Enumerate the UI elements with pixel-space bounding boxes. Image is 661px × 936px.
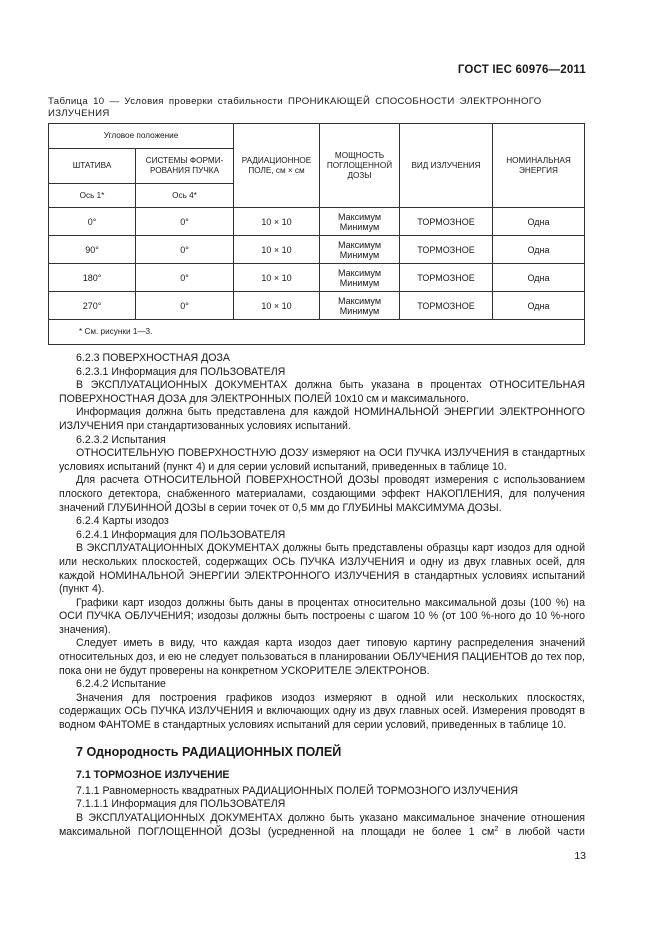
system-cell: 0° [136,208,234,236]
clause-6-2-3-2: 6.2.3.2 Испытания [76,433,166,446]
energy-cell: Одна [493,236,585,264]
clause-6-2-3-1: 6.2.3.1 Информация для ПОЛЬЗОВАТЕЛЯ [76,365,286,378]
section-7-1-heading: 7.1 ТОРМОЗНОЕ ИЗЛУЧЕНИЕ [76,769,230,782]
superscript: 2 [494,825,499,833]
table-row [49,236,585,264]
col-dose-header: МОЩНОСТЬ ПОГЛОЩЕННОЙ ДОЗЫ [320,124,400,208]
clause-6-2-4-1: 6.2.4.1 Информация для ПОЛЬЗОВАТЕЛЯ [76,528,286,541]
paragraph: ОТНОСИТЕЛЬНУЮ ПОВЕРХНОСТНУЮ ДОЗУ измеряют на ОСИ ПУЧКА ИЗЛУЧЕНИЯ в стандартных условиях испытаний (пункт 4) и для серии условий испытаний, приведенных в таблице 10. [59,447,585,473]
dose-min: Минимум [339,221,380,232]
section-7-heading: 7 Однородность РАДИАЦИОННЫХ ПОЛЕЙ [76,744,342,759]
energy-cell: Одна [493,292,585,320]
clause-6-2-4-2: 6.2.4.2 Испытание [76,678,166,691]
group-header: Угловое положение [49,124,234,149]
stand-cell: 0° [49,208,136,236]
paragraph [59,812,585,839]
stand-cell: 90° [49,236,136,264]
dose-min: Минимум [339,249,380,260]
dose-min: Минимум [339,277,380,288]
system-cell: 0° [136,236,234,264]
field-cell: 10 × 10 [234,292,320,320]
clause-6-2-4: 6.2.4 Карты изодоз [76,515,169,528]
kind-cell: ТОРМОЗНОЕ [400,292,493,320]
dose-max: Максимум [337,295,382,306]
dose-max: Максимум [337,211,382,222]
page-number: 13 [574,850,586,862]
col-field-header: РАДИАЦИОННОЕ ПОЛЕ, см × см [234,124,320,208]
dose-max: Максимум [337,239,382,250]
table-footnote: * См. рисунки 1—3. [49,320,585,345]
field-cell: 10 × 10 [234,264,320,292]
axis1-label: Ось 1* [49,184,136,208]
paragraph: Графики карт изодоз должны быть даны в процентах относительно максимальной дозы (100 %) на ОСИ ПУЧКА ОБЛУЧЕНИЯ; изодозы должны быть построены с шагом 10 % (от 100 %-ного до 10 %-ного значения). [59,596,585,636]
clause-6-2-3: 6.2.3 ПОВЕРХНОСТНАЯ ДОЗА [76,352,230,364]
paragraph: Значения для построения графиков изодоз измеряют в одной или нескольких плоскостях, содержащих ОСЬ ПУЧКА ИЗЛУЧЕНИЯ и включающих одну из двух главных осей. Измерения проводят в водном ФАНТОМЕ в стандартных условиях испытаний для серии условий, приведенных в таблице 10. [59,691,585,732]
field-cell: 10 × 10 [234,236,320,264]
col-kind-header: ВИД ИЗЛУЧЕНИЯ [400,124,493,208]
body-text [59,352,585,839]
system-cell: 0° [136,264,234,292]
paragraph: Для расчета ОТНОСИТЕЛЬНОЙ ПОВЕРХНОСТНОЙ ДОЗЫ проводят измерения с использованием плоского детектора, снабженного материалами, создающими эффект НАКОПЛЕНИЯ, для получения значений ГЛУБИННОЙ ДОЗЫ в серии точек от 0,5 мм до ГЛУБИНЫ МАКСИМУМА ДОЗЫ. [59,474,585,514]
table-caption: Таблица 10 — Условия проверки стабильности ПРОНИКАЮЩЕЙ СПОСОБНОСТИ ЭЛЕКТРОННОГО ИЗЛУЧЕНИЯ [48,96,542,119]
kind-cell: ТОРМОЗНОЕ [400,236,493,264]
table-row [49,264,585,292]
axis4-label: Ось 4* [136,184,234,208]
paragraph: Информация должна быть представлена для каждой НОМИНАЛЬНОЙ ЭНЕРГИИ ЭЛЕКТРОННОГО ИЗЛУЧЕНИЯ при стандартизованных условиях испытаний. [59,406,585,432]
col-stand-header: ШТАТИВА [49,149,136,184]
table-row [49,208,585,236]
dose-cell [320,208,400,236]
stand-cell: 180° [49,264,136,292]
stand-cell: 270° [49,292,136,320]
table-row [49,292,585,320]
col-energy-header: НОМИНАЛЬНАЯ ЭНЕРГИЯ [493,124,585,208]
clause-7-1-1-1: 7.1.1.1 Информация для ПОЛЬЗОВАТЕЛЯ [76,798,286,811]
dose-min: Минимум [339,305,380,316]
energy-cell: Одна [493,208,585,236]
system-cell: 0° [136,292,234,320]
dose-max: Максимум [337,267,382,278]
paragraph: Следует иметь в виду, что каждая карта изодоз дает типовую картину распределения значений относительных доз, и ею не следует пользоваться в планировании ОБЛУЧЕНИЯ ПАЦИЕНТОВ до тех пор, пока они не будут проверены на конкретном УСКОРИТЕЛЕ ЭЛЕКТРОНОВ. [59,637,585,677]
col-system-header: СИСТЕМЫ ФОРМИ- РОВАНИЯ ПУЧКА [136,149,234,184]
paragraph-text: В ЭКСПЛУАТАЦИОННЫХ ДОКУМЕНТАХ должно быть указано максимальное значение отношения максимальной ПОГЛОЩЕННОЙ ДОЗЫ (усредненной на площади не более 1 см [59,812,585,838]
kind-cell: ТОРМОЗНОЕ [400,264,493,292]
paragraph-text-end: в любой части [498,825,585,838]
paragraph: В ЭКСПЛУАТАЦИОННЫХ ДОКУМЕНТАХ должна быть указана в процентах ОТНОСИТЕЛЬНАЯ ПОВЕРХНОСТНАЯ ДОЗА для ЭЛЕКТРОННЫХ ПОЛЕЙ 10x10 см и максимального. [59,379,585,405]
dose-cell [320,292,400,320]
paragraph: В ЭКСПЛУАТАЦИОННЫХ ДОКУМЕНТАХ должны быть представлены образцы карт изодоз для одной или нескольких плоскостей, содержащих ОСЬ ПУЧКА ИЗЛУЧЕНИЯ и одну из двух главных осей, для каждой НОМИНАЛЬНОЙ ЭНЕРГИИ ЭЛЕКТРОННОГО ИЗЛУЧЕНИЯ в стандартных условиях испытаний (пункт 4). [59,542,585,596]
energy-cell: Одна [493,264,585,292]
field-cell: 10 × 10 [234,208,320,236]
table-10 [48,123,585,345]
dose-cell [320,236,400,264]
clause-7-1-1: 7.1.1 Равномерность квадратных РАДИАЦИОННЫХ ПОЛЕЙ ТОРМОЗНОГО ИЗЛУЧЕНИЯ [76,784,519,797]
dose-cell [320,264,400,292]
standard-header: ГОСТ IEC 60976—2011 [457,64,586,76]
kind-cell: ТОРМОЗНОЕ [400,208,493,236]
